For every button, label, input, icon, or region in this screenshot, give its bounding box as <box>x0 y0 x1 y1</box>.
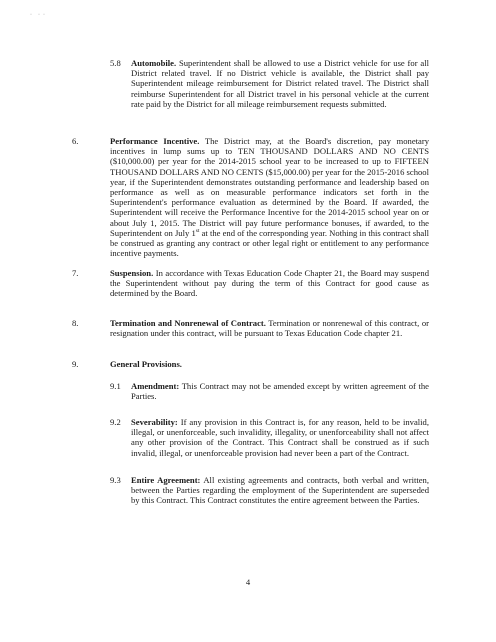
section-heading: Termination and Nonrenewal of Contract. <box>110 318 266 328</box>
section-5-8-paragraph <box>131 58 429 109</box>
section-text: Termination or nonrenewal of this contract, or resignation under this contract, will be pursuant to Texas Education Code chapter 21. <box>110 318 429 339</box>
section-heading: Amendment: <box>131 381 180 391</box>
section-number: 9. <box>72 359 79 369</box>
section-9-1-paragraph <box>131 381 429 401</box>
section-text: In accordance with Texas Education Code Chapter 21, the Board may suspend the Superintendent without pay during the term of this Contract for good cause as determined by the Board. <box>110 268 429 299</box>
section-number: 9.2 <box>110 417 121 427</box>
page-number: 4 <box>245 577 251 587</box>
section-number: 5.8 <box>110 58 121 68</box>
section-8-paragraph <box>110 318 429 338</box>
section-heading: Entire Agreement: <box>131 475 201 485</box>
section-text: If any provision in this Contract is, for any reason, held to be invalid, illegal, or unenforceable, such invalidity, illegality, or unenforceability shall not affect any other provision of the Contract. This Contract shall be construed as if such invalid, illegal, or unenforceable provision had never been a part of the Contract. <box>131 417 429 458</box>
scan-speck: · · · <box>30 12 45 18</box>
section-9-2-paragraph <box>131 417 429 458</box>
section-number: 9.1 <box>110 381 121 391</box>
section-text: This Contract may not be amended except by written agreement of the Parties. <box>131 381 429 402</box>
section-heading: Performance Incentive. <box>110 136 200 146</box>
section-text: All existing agreements and contracts, both verbal and written, between the Parties regarding the employment of the Superintendent are superseded by this Contract. This Contract constitutes the entire agreement between the Parties. <box>131 475 429 506</box>
section-9-3-paragraph <box>131 475 429 506</box>
section-heading: Suspension. <box>110 268 154 278</box>
section-number: 6. <box>72 136 79 146</box>
section-heading: Automobile. <box>131 58 177 68</box>
section-heading: Severability: <box>131 417 178 427</box>
ordinal-suffix: st <box>195 227 200 234</box>
section-text: Superintendent shall be allowed to use a District vehicle for use for all District related travel. If no District vehicle is available, the District shall pay Superintendent mileage reimbursement for District related travel. The District shall reimburse Superintendent for all District travel in his personal vehicle at the current rate paid by the District for all mileage reimbursement requests submitted. <box>131 58 429 109</box>
section-text: The District may, at the Board's discretion, pay monetary incentives in lump sums up to TEN THOUSAND DOLLARS AND NO CENTS ($10,000.00) per year for the 2014-2015 school year to be increased to up to FIFTEEN THOUSAND DOLLARS AND NO CENTS ($15,000.00) per year for the 2015-2016 school year, if the Superintendent demonstrates outstanding performance and leadership based on performance as well as on measurable performance indicators set forth in the Superintendent's performance evaluation as determined by the Board. If awarded, the Superintendent will receive the Performance Incentive for the 2014-2015 school year on or about July 1, 2015. The District will pay future performance bonuses, if awarded, to the Superintendent on July 1 <box>110 136 429 238</box>
section-heading: General Provisions. <box>110 359 182 369</box>
section-number: 9.3 <box>110 475 121 485</box>
section-text-continued: at the end of the corresponding year. Nothing in this contract shall be construed as granting any contract or other legal right or entitlement to any performance incentive payments. <box>110 227 429 259</box>
section-6-paragraph <box>110 136 429 258</box>
section-7-paragraph <box>110 268 429 299</box>
section-9-heading <box>110 359 429 369</box>
section-number: 8. <box>72 318 79 328</box>
section-number: 7. <box>72 268 79 278</box>
